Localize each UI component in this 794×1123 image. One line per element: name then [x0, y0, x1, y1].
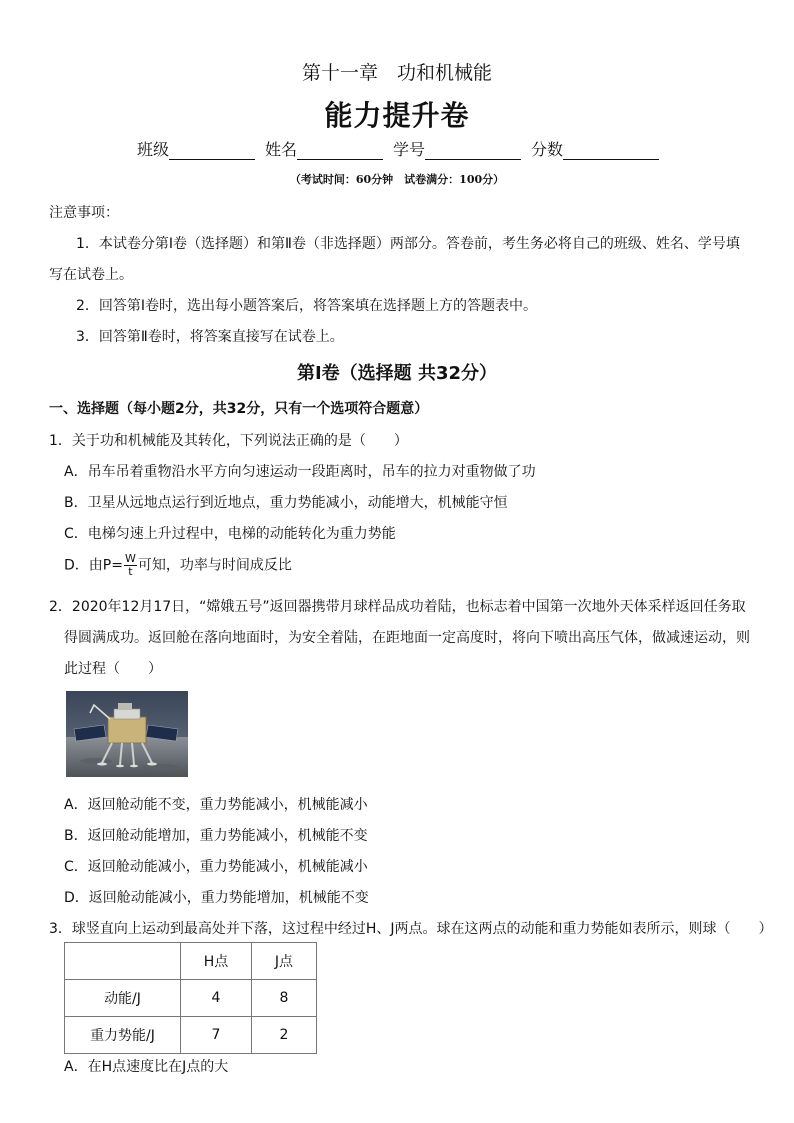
- note-item-1-cont: 写在试卷上。: [49, 267, 133, 283]
- q2-option-c[interactable]: C．返回舱动能减小，重力势能减小，机械能减小: [64, 859, 368, 875]
- energy-table: [64, 942, 317, 1054]
- q1-option-d[interactable]: [64, 553, 292, 578]
- name-blank[interactable]: [297, 143, 383, 160]
- student-id-label: 学号: [393, 140, 426, 159]
- table-header-cell: [65, 943, 181, 980]
- q1-option-d-prefix: D．由P=: [64, 557, 123, 574]
- q2-stem-line2: 得圆满成功。返回舱在落向地面时，为安全着陆，在距地面一定高度时，将向下喷出高压气体，做减速运动，则: [64, 630, 750, 646]
- q2-option-b[interactable]: B．返回舱动能增加，重力势能减小，机械能不变: [64, 828, 368, 844]
- fraction-numerator: W: [124, 552, 136, 565]
- score-label: 分数: [531, 140, 564, 159]
- table-cell: 重力势能/J: [65, 1017, 181, 1054]
- table-row: [65, 1017, 317, 1054]
- q3-option-a[interactable]: A．在H点速度比在J点的大: [64, 1059, 229, 1075]
- table-cell: 7: [181, 1017, 252, 1054]
- q1-option-b[interactable]: B．卫星从远地点运行到近地点，重力势能减小，动能增大，机械能守恒: [64, 495, 508, 511]
- note-item-2: 2．回答第Ⅰ卷时，选出每小题答案后，将答案填在选择题上方的答题表中。: [76, 298, 538, 314]
- q2-option-a[interactable]: A．返回舱动能不变，重力势能减小，机械能减小: [64, 797, 368, 813]
- section-title: 第Ⅰ卷（选择题 共32分）: [296, 363, 497, 384]
- note-item-3: 3．回答第Ⅱ卷时，将答案直接写在试卷上。: [76, 329, 344, 345]
- table-row: [65, 980, 317, 1017]
- class-blank[interactable]: [169, 143, 255, 160]
- part-title: 一、选择题（每小题2分，共32分，只有一个选项符合题意）: [49, 401, 429, 417]
- q2-stem-line3: 此过程（ ）: [64, 661, 162, 677]
- table-cell: 2: [252, 1017, 317, 1054]
- table-cell: 8: [252, 980, 317, 1017]
- q2-stem-line1: 2．2020年12月17日，“嫦娥五号”返回器携带月球样品成功着陆，也标志着中国第一次地外天体采样返回任务取: [49, 599, 746, 615]
- power-fraction: [124, 553, 137, 578]
- table-header-row: [65, 943, 317, 980]
- class-label: 班级: [137, 140, 170, 159]
- q3-stem: 3．球竖直向上运动到最高处并下落，这过程中经过H、J两点。球在这两点的动能和重力势能如表所示，则球（ ）: [49, 921, 773, 937]
- page-title: 能力提升卷: [324, 99, 470, 132]
- student-id-blank[interactable]: [425, 143, 521, 160]
- lunar-lander-illustration: [66, 691, 188, 777]
- table-cell: 动能/J: [65, 980, 181, 1017]
- q1-option-a[interactable]: A．吊车吊着重物沿水平方向匀速运动一段距离时，吊车的拉力对重物做了功: [64, 464, 536, 480]
- name-label: 姓名: [265, 140, 298, 159]
- q1-option-d-suffix: 可知，功率与时间成反比: [137, 557, 292, 574]
- chapter-heading: 第十一章 功和机械能: [301, 62, 492, 84]
- q1-option-c[interactable]: C．电梯匀速上升过程中，电梯的动能转化为重力势能: [64, 526, 396, 542]
- notes-heading: 注意事项：: [49, 205, 119, 221]
- table-header-cell: H点: [181, 943, 252, 980]
- student-info-row: [137, 137, 669, 160]
- table-cell: 4: [181, 980, 252, 1017]
- exam-time-note: （考试时间：60分钟 试卷满分：100分）: [289, 173, 505, 186]
- table-header-cell: J点: [252, 943, 317, 980]
- fraction-denominator: t: [128, 565, 133, 578]
- q2-option-d[interactable]: D．返回舱动能减小，重力势能增加，机械能不变: [64, 890, 369, 906]
- q1-stem: 1．关于功和机械能及其转化，下列说法正确的是（ ）: [49, 433, 408, 449]
- lunar-lander-photo: [66, 691, 188, 777]
- score-blank[interactable]: [563, 143, 659, 160]
- note-item-1: 1．本试卷分第Ⅰ卷（选择题）和第Ⅱ卷（非选择题）两部分。答卷前，考生务必将自己的班级、姓名、学号填: [76, 236, 740, 252]
